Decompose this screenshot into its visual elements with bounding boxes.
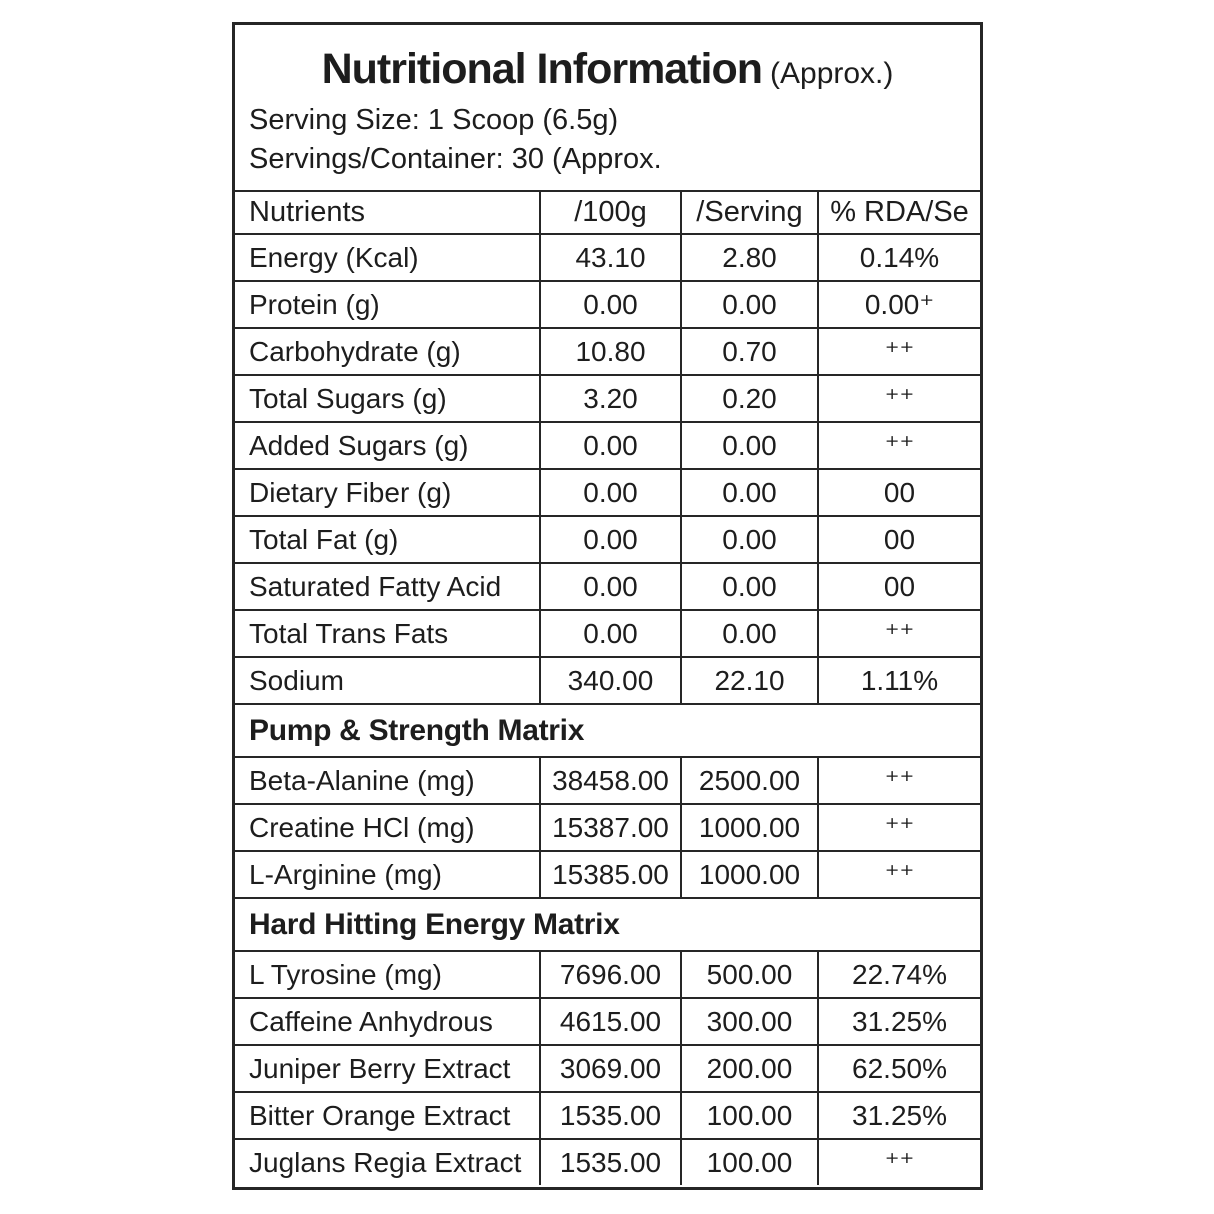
rda-value: ⁺⁺ bbox=[818, 375, 980, 422]
per-100g-value: 340.00 bbox=[540, 657, 681, 704]
label-title-approx: (Approx.) bbox=[770, 57, 894, 90]
section-header-row bbox=[235, 704, 980, 757]
per-serving-value: 0.20 bbox=[681, 375, 818, 422]
rda-value: ⁺⁺ bbox=[818, 757, 980, 804]
table-row bbox=[235, 375, 980, 422]
rda-value: 62.50% bbox=[818, 1045, 980, 1092]
label-header bbox=[235, 25, 980, 190]
nutrient-name: Caffeine Anhydrous bbox=[235, 998, 540, 1045]
column-header-per-100g: /100g bbox=[540, 191, 681, 234]
label-title-line bbox=[249, 37, 966, 101]
table-row bbox=[235, 516, 980, 563]
nutrient-name: Total Trans Fats bbox=[235, 610, 540, 657]
table-row bbox=[235, 328, 980, 375]
table-row bbox=[235, 657, 980, 704]
nutrient-name: Juniper Berry Extract bbox=[235, 1045, 540, 1092]
rda-value: 31.25% bbox=[818, 1092, 980, 1139]
servings-per-container-text: Servings/Container: 30 (Approx. bbox=[249, 143, 662, 175]
per-serving-value: 0.00 bbox=[681, 422, 818, 469]
per-serving-value: 0.00 bbox=[681, 610, 818, 657]
serving-size-text: Serving Size: 1 Scoop (6.5g) bbox=[249, 104, 619, 136]
rda-value: 00 bbox=[818, 516, 980, 563]
nutrient-name: Saturated Fatty Acid bbox=[235, 563, 540, 610]
label-title: Nutritional Information bbox=[321, 45, 763, 93]
section-header-row bbox=[235, 898, 980, 951]
table-header-row bbox=[235, 191, 980, 234]
nutrient-name: Beta-Alanine (mg) bbox=[235, 757, 540, 804]
nutrient-name: L-Arginine (mg) bbox=[235, 851, 540, 898]
per-serving-value: 22.10 bbox=[681, 657, 818, 704]
nutrient-name: Total Sugars (g) bbox=[235, 375, 540, 422]
per-serving-value: 1000.00 bbox=[681, 851, 818, 898]
table-row bbox=[235, 851, 980, 898]
nutrient-name: Dietary Fiber (g) bbox=[235, 469, 540, 516]
per-serving-value: 500.00 bbox=[681, 951, 818, 998]
column-header-per-serving: /Serving bbox=[681, 191, 818, 234]
nutrition-table bbox=[235, 190, 980, 1185]
table-row bbox=[235, 563, 980, 610]
column-header-nutrients: Nutrients bbox=[235, 191, 540, 234]
per-100g-value: 38458.00 bbox=[540, 757, 681, 804]
table-row bbox=[235, 422, 980, 469]
column-header-rda: % RDA/Se bbox=[818, 191, 980, 234]
nutrient-name: Creatine HCl (mg) bbox=[235, 804, 540, 851]
per-100g-value: 10.80 bbox=[540, 328, 681, 375]
per-100g-value: 1535.00 bbox=[540, 1139, 681, 1185]
rda-value: 31.25% bbox=[818, 998, 980, 1045]
table-row bbox=[235, 1139, 980, 1185]
nutrient-name: Protein (g) bbox=[235, 281, 540, 328]
table-row bbox=[235, 1092, 980, 1139]
rda-value: 0.14% bbox=[818, 234, 980, 281]
per-100g-value: 0.00 bbox=[540, 563, 681, 610]
per-100g-value: 0.00 bbox=[540, 610, 681, 657]
table-row bbox=[235, 804, 980, 851]
per-serving-value: 2500.00 bbox=[681, 757, 818, 804]
rda-value: ⁺⁺ bbox=[818, 851, 980, 898]
nutrient-name: Energy (Kcal) bbox=[235, 234, 540, 281]
per-100g-value: 0.00 bbox=[540, 469, 681, 516]
table-row bbox=[235, 234, 980, 281]
rda-value: ⁺⁺ bbox=[818, 610, 980, 657]
per-100g-value: 0.00 bbox=[540, 422, 681, 469]
per-100g-value: 15387.00 bbox=[540, 804, 681, 851]
nutrient-name: Sodium bbox=[235, 657, 540, 704]
nutrient-name: Bitter Orange Extract bbox=[235, 1092, 540, 1139]
per-100g-value: 1535.00 bbox=[540, 1092, 681, 1139]
per-100g-value: 15385.00 bbox=[540, 851, 681, 898]
rda-value: 00 bbox=[818, 563, 980, 610]
table-row bbox=[235, 1045, 980, 1092]
per-serving-value: 2.80 bbox=[681, 234, 818, 281]
nutrient-name: Total Fat (g) bbox=[235, 516, 540, 563]
per-serving-value: 0.00 bbox=[681, 281, 818, 328]
table-row bbox=[235, 951, 980, 998]
per-serving-value: 0.70 bbox=[681, 328, 818, 375]
nutrient-name: Juglans Regia Extract bbox=[235, 1139, 540, 1185]
table-row bbox=[235, 469, 980, 516]
per-100g-value: 43.10 bbox=[540, 234, 681, 281]
per-serving-value: 0.00 bbox=[681, 516, 818, 563]
per-serving-value: 200.00 bbox=[681, 1045, 818, 1092]
nutrient-name: Carbohydrate (g) bbox=[235, 328, 540, 375]
nutrition-label bbox=[232, 22, 983, 1190]
section-title: Pump & Strength Matrix bbox=[235, 704, 980, 757]
rda-value: 00 bbox=[818, 469, 980, 516]
rda-value: ⁺⁺ bbox=[818, 1139, 980, 1185]
per-100g-value: 0.00 bbox=[540, 281, 681, 328]
per-serving-value: 1000.00 bbox=[681, 804, 818, 851]
per-100g-value: 3.20 bbox=[540, 375, 681, 422]
per-serving-value: 0.00 bbox=[681, 469, 818, 516]
table-row bbox=[235, 757, 980, 804]
per-serving-value: 300.00 bbox=[681, 998, 818, 1045]
rda-value: 0.00⁺ bbox=[818, 281, 980, 328]
table-row bbox=[235, 281, 980, 328]
rda-value: 1.11% bbox=[818, 657, 980, 704]
table-row bbox=[235, 610, 980, 657]
per-serving-value: 0.00 bbox=[681, 563, 818, 610]
rda-value: 22.74% bbox=[818, 951, 980, 998]
per-100g-value: 0.00 bbox=[540, 516, 681, 563]
per-100g-value: 4615.00 bbox=[540, 998, 681, 1045]
nutrient-name: Added Sugars (g) bbox=[235, 422, 540, 469]
rda-value: ⁺⁺ bbox=[818, 422, 980, 469]
rda-value: ⁺⁺ bbox=[818, 804, 980, 851]
per-serving-value: 100.00 bbox=[681, 1092, 818, 1139]
rda-value: ⁺⁺ bbox=[818, 328, 980, 375]
per-100g-value: 7696.00 bbox=[540, 951, 681, 998]
table-row bbox=[235, 998, 980, 1045]
section-title: Hard Hitting Energy Matrix bbox=[235, 898, 980, 951]
per-serving-value: 100.00 bbox=[681, 1139, 818, 1185]
per-100g-value: 3069.00 bbox=[540, 1045, 681, 1092]
nutrient-name: L Tyrosine (mg) bbox=[235, 951, 540, 998]
